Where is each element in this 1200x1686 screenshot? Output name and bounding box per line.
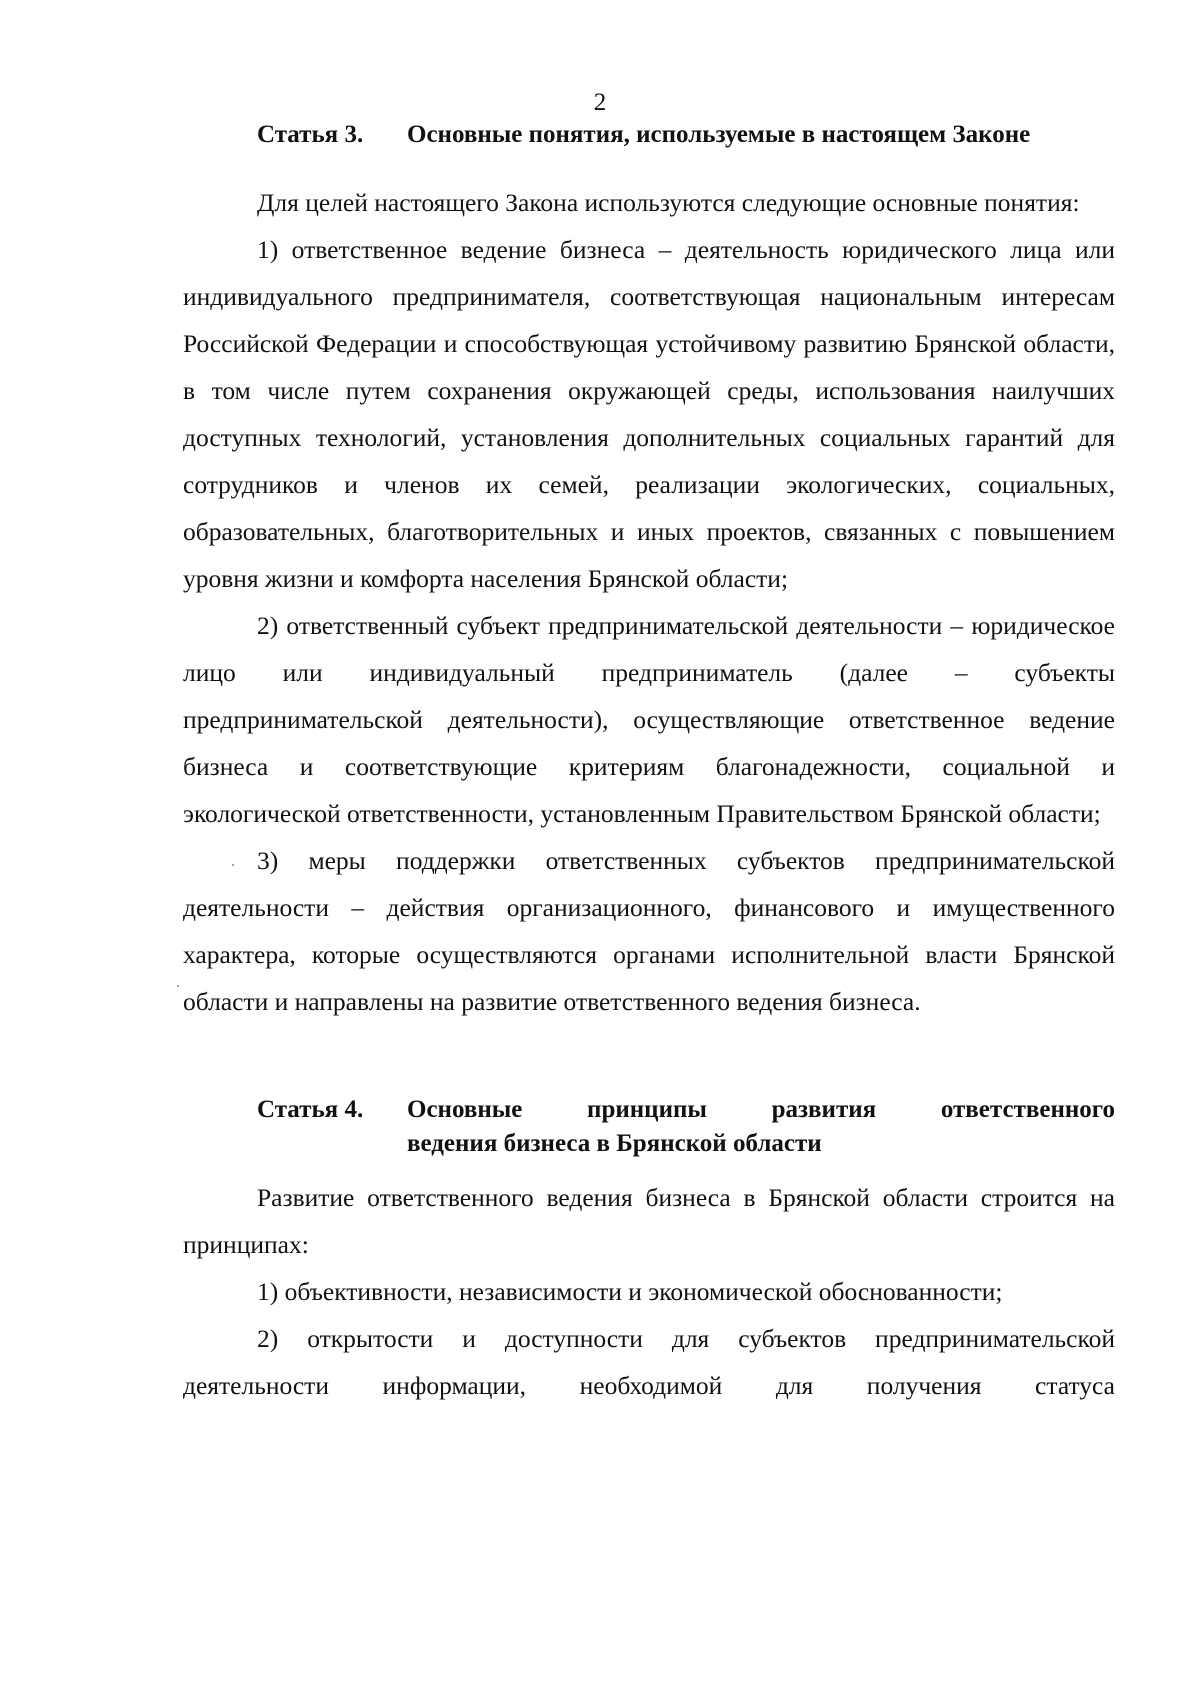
article-4-item-2: 2) открытости и доступности для субъектов предпринимательской деятельности информации, необходимой для получения статуса (183, 1324, 1115, 1400)
scan-speck (232, 864, 234, 866)
article-3-intro: Для целей настоящего Закона используются следующие основные понятия: (257, 188, 1080, 217)
article-4-intro: Развитие ответственного ведения бизнеса в Брянской области строится на принципах: (183, 1183, 1115, 1259)
article-3-title: Основные понятия, используемые в настоящем Законе (407, 121, 1031, 148)
article-4-title (407, 1093, 1115, 1161)
page-number: 2 (593, 89, 607, 116)
article-3-body (183, 179, 1115, 1025)
article-3-heading (257, 118, 1115, 152)
article-3-number: Статья 3. (257, 121, 364, 148)
article-3-item-2: 2) ответственный субъект предпринимательской деятельности – юридическое лицо или индивидуальный предприниматель (далее – субъекты предпринимательской деятельности), осуществляющие ответственное ведение бизнеса и соответствующие критериям благонадежности, социальной и экологической ответственности, установленным Правительством Брянской области; (183, 611, 1115, 828)
article-4-number: Статья 4. (257, 1096, 364, 1123)
article-4-title-line-2: ведения бизнеса в Брянской области (407, 1130, 822, 1157)
article-4-title-line-1: Основные принципы развития ответственного (407, 1096, 1115, 1123)
article-4-item-1: 1) объективности, независимости и экономической обоснованности; (257, 1277, 1003, 1306)
article-4-body (183, 1174, 1115, 1409)
article-4-heading (257, 1093, 1115, 1161)
article-3-item-1: 1) ответственное ведение бизнеса – деятельность юридического лица или индивидуального предпринимателя, соответствующая национальным интересам Российской Федерации и способствующая устойчивому развитию Брянской области, в том числе путем сохранения окружающей среды, использования наилучших доступных технологий, установления дополнительных социальных гарантий для сотрудников и членов их семей, реализации экологических, социальных, образовательных, благотворительных и иных проектов, связанных с повышением уровня жизни и комфорта населения Брянской области; (183, 235, 1115, 593)
scan-speck (177, 985, 179, 987)
article-3-item-3: 3) меры поддержки ответственных субъектов предпринимательской деятельности – действия организационного, финансового и имущественного характера, которые осуществляются органами исполнительной власти Брянской области и направлены на развитие ответственного ведения бизнеса. (183, 846, 1115, 1016)
